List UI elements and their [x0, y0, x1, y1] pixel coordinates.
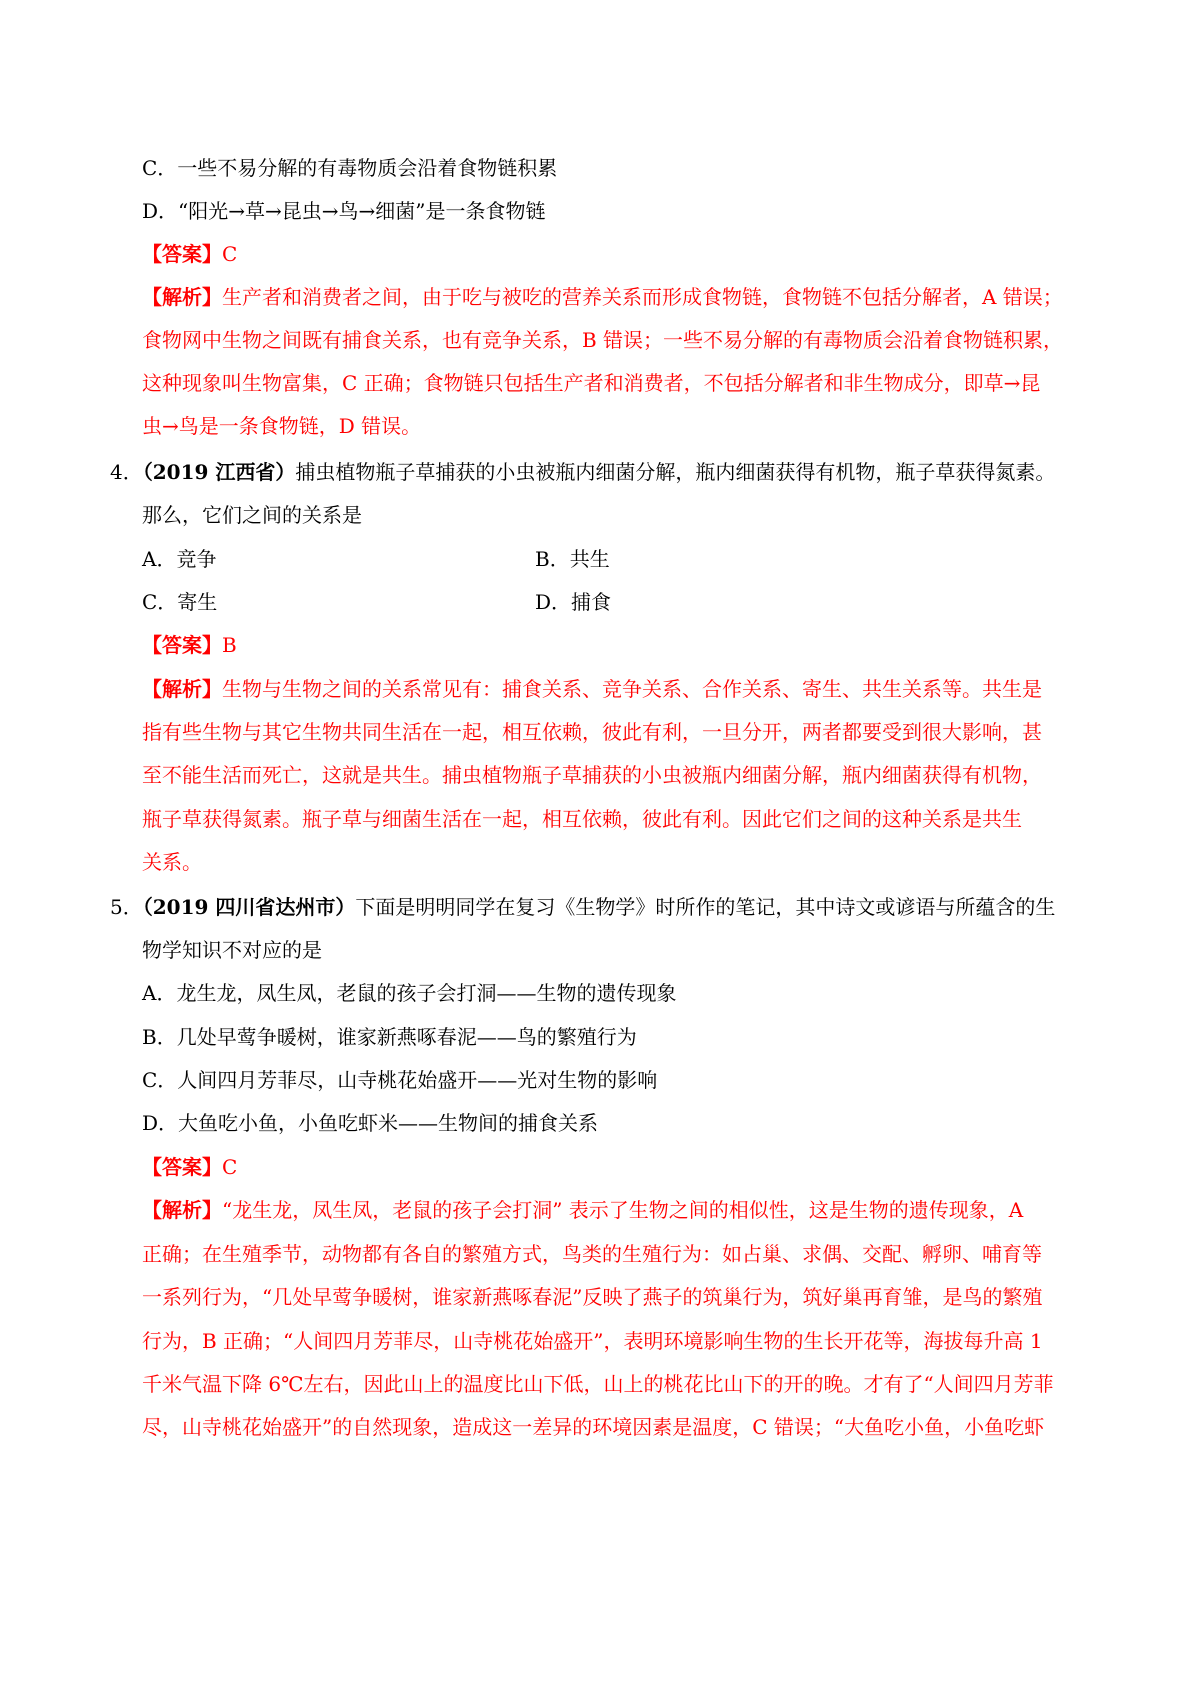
question-text: 下面是明明同学在复习《生物学》时所作的笔记，其中诗文或谚语与所蕴含的生: [355, 895, 1056, 919]
q5-analysis-line-3: 一系列行为，“几处早莺争暖树，谁家新燕啄春泥”反映了燕子的筑巢行为，筑好巢再育雏，是鸟的繁殖: [142, 1285, 1043, 1309]
answer-value: B: [222, 633, 237, 657]
q5-analysis-line-1: [142, 1196, 1023, 1224]
q4-analysis-line-4: 瓶子草获得氮素。瓶子草与细菌生活在一起，相互依赖，彼此有利。因此它们之间的这种关系是共生: [142, 807, 1022, 831]
analysis-text: “龙生龙，凤生凤，老鼠的孩子会打洞” 表示了生物之间的相似性，这是生物的遗传现象，A: [222, 1198, 1024, 1222]
answer-label: 【答案】: [142, 1155, 222, 1179]
answer-value: C: [222, 1155, 238, 1179]
answer-value: C: [222, 242, 238, 266]
q3-answer: [142, 240, 237, 268]
q5-analysis-line-4: 行为，B 正确；“人间四月芳菲尽，山寺桃花始盛开”，表明环境影响生物的生长开花等，海拔每升高 1: [142, 1329, 1043, 1353]
q5-analysis-line-5: 千米气温下降 6℃左右，因此山上的温度比山下低，山上的桃花比山下的开的晚。才有了“人间四月芳菲: [142, 1372, 1054, 1396]
analysis-text: 生产者和消费者之间，由于吃与被吃的营养关系而形成食物链，食物链不包括分解者，A 错误；: [222, 285, 1063, 309]
question-source: （2019 江西省）: [142, 460, 296, 484]
analysis-label: 【解析】: [142, 677, 222, 701]
q4-analysis-line-2: 指有些生物与其它生物共同生活在一起，相互依赖，彼此有利，一旦分开，两者都要受到很大影响，甚: [142, 720, 1042, 744]
q3-analysis-line-3: 这种现象叫生物富集，C 正确；食物链只包括生产者和消费者，不包括分解者和非生物成分，即草→昆: [142, 371, 1041, 395]
q4-stem-line-2: 那么，它们之间的关系是: [142, 503, 362, 527]
q4-option-c: C．寄生: [142, 590, 218, 614]
q4-analysis-line-1: [142, 675, 1042, 703]
q5-option-d: D．大鱼吃小鱼，小鱼吃虾米——生物间的捕食关系: [142, 1111, 599, 1135]
q4-option-a: A．竞争: [142, 547, 217, 571]
q4-analysis-line-3: 至不能生活而死亡，这就是共生。捕虫植物瓶子草捕获的小虫被瓶内细菌分解，瓶内细菌获得有机物，: [142, 763, 1042, 787]
q5-option-c: C．人间四月芳菲尽，山寺桃花始盛开——光对生物的影响: [142, 1068, 658, 1092]
analysis-text: 生物与生物之间的关系常见有：捕食关系、竞争关系、合作关系、寄生、共生关系等。共生是: [222, 677, 1042, 701]
q5-option-b: B．几处早莺争暖树，谁家新燕啄春泥——鸟的繁殖行为: [142, 1025, 637, 1049]
q5-analysis-line-2: 正确；在生殖季节，动物都有各自的繁殖方式，鸟类的生殖行为：如占巢、求偶、交配、孵卵、哺育等: [142, 1242, 1042, 1266]
q3-analysis-line-2: 食物网中生物之间既有捕食关系，也有竞争关系，B 错误；一些不易分解的有毒物质会沿着食物链积累，: [142, 328, 1064, 352]
question-source: （2019 四川省达州市）: [142, 895, 356, 919]
question-text: 捕虫植物瓶子草捕获的小虫被瓶内细菌分解，瓶内细菌获得有机物，瓶子草获得氮素。: [295, 460, 1056, 484]
q4-option-b: B．共生: [535, 547, 610, 571]
q4-analysis-line-5: 关系。: [142, 850, 202, 874]
analysis-label: 【解析】: [142, 1198, 222, 1222]
analysis-label: 【解析】: [142, 285, 222, 309]
q3-analysis-line-1: [142, 283, 1063, 311]
answer-label: 【答案】: [142, 242, 222, 266]
q4-option-d: D．捕食: [535, 590, 612, 614]
q5-analysis-line-6: 尽，山寺桃花始盛开”的自然现象，造成这一差异的环境因素是温度，C 错误；“大鱼吃小鱼，小鱼吃虾: [142, 1415, 1045, 1439]
q3-option-c: C．一些不易分解的有毒物质会沿着食物链积累: [142, 156, 558, 180]
q5-answer: [142, 1153, 237, 1181]
q5-option-a: A．龙生龙，凤生凤，老鼠的孩子会打洞——生物的遗传现象: [142, 981, 677, 1005]
q5-stem-line-2: 物学知识不对应的是: [142, 938, 322, 962]
q3-analysis-line-4: 虫→鸟是一条食物链，D 错误。: [142, 414, 422, 438]
question-number: 5．: [110, 895, 143, 919]
q5-stem-line-1: [110, 893, 1055, 921]
question-number: 4．: [110, 460, 143, 484]
q4-stem-line-1: [110, 458, 1055, 486]
answer-label: 【答案】: [142, 633, 222, 657]
q4-answer: [142, 631, 237, 659]
q3-option-d: D．“阳光→草→昆虫→鸟→细菌”是一条食物链: [142, 199, 546, 223]
